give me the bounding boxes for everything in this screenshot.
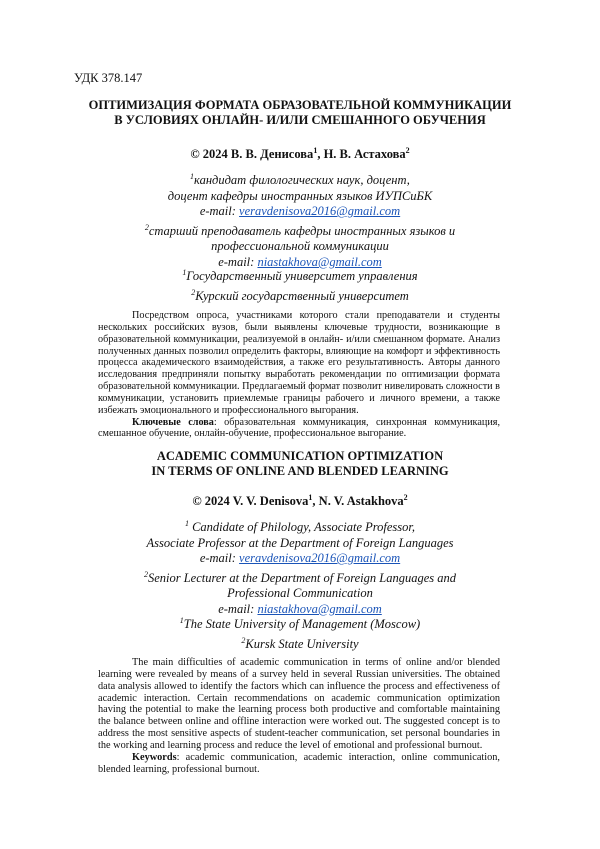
- ru-authors: [0, 146, 600, 162]
- ru-inst-2-sup: 2: [191, 287, 196, 297]
- en-keywords: [98, 752, 500, 776]
- en-author-2-sup: 2: [403, 493, 408, 502]
- ru-author-2-sup: 2: [405, 146, 410, 155]
- ru-aff-1-sup: 1: [190, 172, 195, 181]
- en-inst-2: Kursk State University: [245, 636, 359, 651]
- en-author-1-sup: 1: [308, 493, 313, 502]
- ru-abstract-text: Посредством опроса, участниками которого стали преподаватели и студенты нескольких российских вузов, были выявлены ключевые трудности, возникающие в образовательной коммуникации, реализуемой в онлайн- и/или смешанном формате. Анализ полученных данных позволил определить факторы, влияющие на комфорт и эффективность процесса академического взаимодействия, а также его результативность. Авторы данного исследования предприняли попытку выработать рекомендации по оптимизации формата образовательной коммуникации. Предлагаемый формат позволит нивелировать сложности в коммуникации, установить приемлемые границы рабочего и личного времени, а также избежать эмоционального и профессионального выгорания.: [98, 310, 500, 416]
- ru-institutions: [0, 265, 600, 304]
- en-aff-2-sup: 2: [143, 569, 148, 579]
- en-title-line-1: ACADEMIC COMMUNICATION OPTIMIZATION: [156, 449, 444, 463]
- ru-author-1: © 2024 В. В. Денисова: [190, 147, 314, 162]
- ru-aff-2-line-2: профессиональной коммуникации: [211, 239, 389, 254]
- en-abstract: [98, 657, 500, 775]
- en-keywords-text: : academic communication, academic interaction, online communication, blended learning, professional burnout.: [98, 751, 500, 775]
- udk-code: УДК 378.147: [74, 71, 143, 85]
- en-aff-1-sup: 1: [184, 519, 189, 528]
- ru-author-1-sup: 1: [313, 146, 318, 155]
- en-abstract-text: The main difficulties of academic communication in terms of online and/or blended learning were revealed by means of a survey held in several Russian universities. The obtained data analysis allowed to identify the factors which can influence the process and effectiveness of academic interaction. Certain recommendations on academic communication optimization having the potential to make the learning process both productive and comfortable maintaining the balance between online and offline interaction were worked out. The suggested concept is to address the most sensitive aspects of student-teacher communication, set personal boundaries in the working and learning process and reduce the level of emotional and professional burnout.: [98, 657, 500, 751]
- ru-email-2-link[interactable]: niastakhova@gmail.com: [257, 254, 382, 269]
- ru-abstract: [98, 310, 500, 440]
- en-aff-2-line-2: Professional Communication: [227, 586, 373, 601]
- ru-title-line-2: В УСЛОВИЯХ ОНЛАЙН- И/ИЛИ СМЕШАННОГО ОБУЧЕНИЯ: [114, 113, 486, 127]
- ru-aff-2-line-1: старший преподаватель кафедры иностранных языков и: [148, 223, 456, 238]
- ru-keywords-label: Ключевые слова: [132, 416, 214, 428]
- en-title: [0, 449, 600, 479]
- en-authors: [0, 493, 600, 509]
- en-author-2: , N. V. Astakhova: [312, 494, 404, 509]
- ru-affiliations: [0, 169, 600, 270]
- en-keywords-label: Keywords: [132, 751, 177, 763]
- ru-email-2-label: e-mail:: [218, 254, 258, 269]
- en-title-line-2: IN TERMS OF ONLINE AND BLENDED LEARNING: [151, 464, 449, 478]
- en-aff-2-line-1: Senior Lecturer at the Department of Foreign Languages and: [147, 570, 457, 585]
- ru-keywords: [98, 417, 500, 441]
- en-email-2-link[interactable]: niastakhova@gmail.com: [257, 601, 382, 616]
- ru-author-2: , Н. В. Астахова: [317, 147, 406, 162]
- en-inst-2-sup: 2: [241, 635, 246, 645]
- ru-aff-2-sup: 2: [144, 222, 149, 232]
- en-aff-1-line-2: Associate Professor at the Department of Foreign Languages: [146, 535, 454, 550]
- ru-aff-1-line-1: кандидат филологических наук, доцент,: [194, 173, 410, 188]
- en-aff-1-line-1: Candidate of Philology, Associate Professor,: [188, 520, 416, 535]
- ru-keywords-text: : образовательная коммуникация, синхронная коммуникация, смешанное обучение, онлайн-обучение, профессиональное выгорание.: [98, 416, 500, 440]
- ru-inst-1-sup: 1: [182, 268, 187, 277]
- en-inst-1: The State University of Management (Moscow): [183, 617, 421, 632]
- en-inst-1-sup: 1: [179, 616, 184, 625]
- ru-email-1-label: e-mail:: [199, 204, 240, 219]
- en-institutions: [0, 613, 600, 652]
- en-author-1: © 2024 V. V. Denisova: [192, 494, 309, 509]
- en-affiliations: [0, 516, 600, 617]
- en-email-1-link[interactable]: veravdenisova2016@gmail.com: [239, 551, 401, 566]
- ru-inst-2: Курский государственный университет: [195, 288, 409, 303]
- ru-inst-1: Государственный университет управления: [186, 269, 418, 284]
- ru-email-1-link[interactable]: veravdenisova2016@gmail.com: [239, 204, 401, 219]
- ru-title-line-1: ОПТИМИЗАЦИЯ ФОРМАТА ОБРАЗОВАТЕЛЬНОЙ КОММУНИКАЦИИ: [88, 98, 512, 112]
- ru-title: [0, 98, 600, 128]
- en-email-1-label: e-mail:: [199, 551, 240, 566]
- en-email-2-label: e-mail:: [218, 601, 258, 616]
- ru-aff-1-line-2: доцент кафедры иностранных языков ИУПСиБК: [167, 188, 433, 203]
